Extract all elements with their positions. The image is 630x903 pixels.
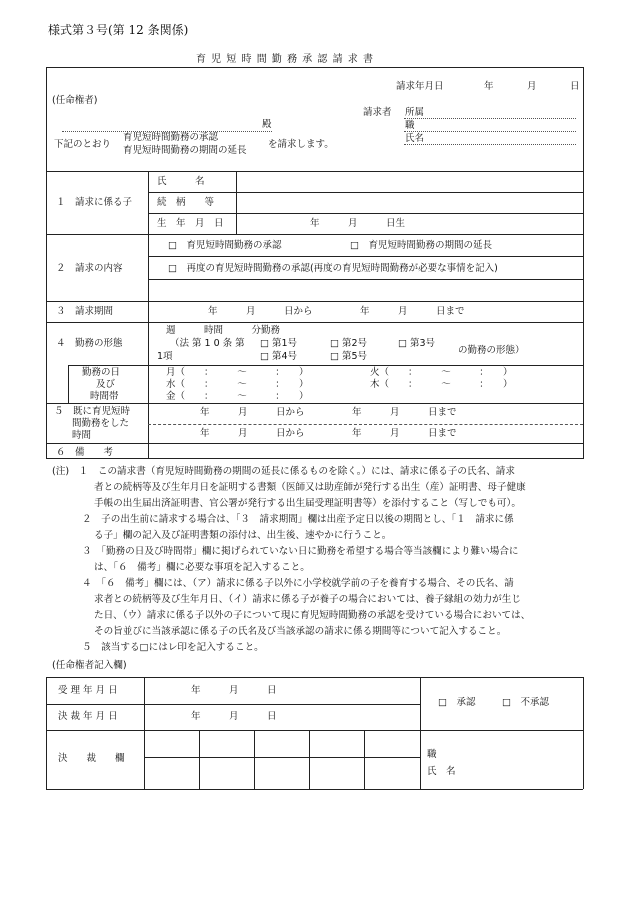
sec5-label-1: ５ 既に育児短時 — [54, 406, 131, 417]
received-date-label: 受 理 年 月 日 — [58, 685, 118, 696]
request-day: 日 — [570, 81, 580, 92]
note-line: ２ 子の出生前に請求する場合は、「３ 請求期間」欄は出産予定日以後の期間とし、「１ 請求に係 — [82, 514, 514, 525]
note-line: 求者との続柄等及び生年月日、（イ）請求に係る子が養子の場合においては、養子縁組の効力が生じ — [94, 594, 521, 605]
appointer-section-heading: (任命権者記入欄) — [52, 660, 127, 671]
prior-period-row1: 年 月 日から 年 月 日まで — [200, 407, 457, 418]
approver-name-label: 氏 名 — [427, 766, 456, 777]
law-article: （法 第 1 0 条 第 — [170, 338, 245, 349]
request-year: 年 — [484, 81, 494, 92]
checkbox-go1[interactable]: □ 第1号 — [260, 338, 298, 349]
sec3-label: ３ 請求期間 — [56, 306, 114, 317]
wed-hours: 水（ ： 〜 ： ） — [166, 379, 309, 390]
tue-hours: 火（ ： 〜 ： ） — [370, 367, 513, 378]
prior-period-row2: 年 月 日から 年 月 日まで — [200, 428, 457, 439]
days-label-1: 勤務の日 — [82, 367, 121, 378]
form-number: 様式第３号(第 12 条関係) — [48, 23, 189, 37]
opt-again-checkbox[interactable]: □ 再度の育児短時間勤務の承認(再度の育児短時間勤務が必要な事情を記入) — [168, 263, 498, 274]
thu-hours: 木（ ： 〜 ： ） — [370, 379, 513, 390]
weekly-hours: 週 時間 分勤務 — [166, 325, 281, 336]
child-relation-label: 続 柄 等 — [157, 197, 215, 208]
mon-hours: 月（ ： 〜 ： ） — [166, 367, 309, 378]
note-line: ３ 「勤務の日及び時間帯」欄に掲げられていない日に勤務を希望する場合等当該欄により難い場合に — [82, 546, 519, 557]
decision-column-label: 決 裁 欄 — [58, 753, 125, 764]
request-tail-text: を請求します。 — [268, 139, 334, 150]
checkbox-go3[interactable]: □ 第3号 — [398, 338, 436, 349]
note-line: 者との続柄等及び生年月日を証明する書類（医師又は助産師が発行する出生（産）証明書、母子健康 — [94, 482, 526, 493]
sec5-label-2: 間勤務をした — [72, 418, 130, 429]
option-extension-text: 育児短時間勤務の期間の延長 — [123, 145, 247, 156]
name-label: 氏名 — [405, 133, 425, 144]
affiliation-label: 所属 — [405, 107, 425, 118]
decided-date-label: 決 裁 年 月 日 — [58, 711, 118, 722]
document-title: 育 児 短 時 間 勤 務 承 認 請 求 書 — [196, 54, 374, 65]
days-label-2: 及び — [96, 379, 116, 390]
request-date-label: 請求年月日 — [396, 81, 444, 92]
position-label: 職 — [405, 120, 415, 131]
note-line: 手帳の出生届出済証明書、官公署が発行する出生届受理証明書等）を添付すること（写しでも可）。 — [94, 498, 521, 509]
approver-position-label: 職 — [427, 749, 437, 760]
note-line: る子」欄の記入及び証明書類の添付は、出生後、速やかに行うこと。 — [94, 530, 392, 541]
option-approval-text: 育児短時間勤務の承認 — [123, 132, 219, 143]
sec5-label-3: 時間 — [72, 430, 92, 441]
checkbox-go4[interactable]: □ 第4号 — [260, 351, 298, 362]
sec6-label: ６ 備 考 — [56, 447, 114, 458]
law-item: 1項 — [157, 351, 173, 362]
child-name-label: 氏 名 — [157, 176, 205, 187]
child-birth-value: 年 月 日生 — [310, 218, 406, 229]
approve-checkbox[interactable]: □ 承認 — [438, 697, 476, 708]
lead-text: 下記のとおり — [54, 139, 112, 150]
honorific: 殿 — [262, 119, 272, 130]
opt-extension-checkbox[interactable]: □ 育児短時間勤務の期間の延長 — [350, 240, 492, 251]
note-line: は、「６ 備考」欄に必要な事項を記入すること。 — [94, 562, 310, 573]
days-label-3: 時間帯 — [90, 391, 119, 402]
sec4-label: ４ 勤務の形態 — [56, 338, 123, 349]
work-form-suffix: の勤務の形態） — [458, 345, 525, 356]
sec2-label: ２ 請求の内容 — [56, 263, 123, 274]
reject-checkbox[interactable]: □ 不承認 — [502, 697, 549, 708]
note-line: た日、（ウ）請求に係る子以外の子について現に育児短時間勤務の承認を受けている場合においては、 — [94, 610, 531, 621]
sec1-label: １ 請求に係る子 — [56, 197, 133, 208]
appointer-label: (任命権者) — [52, 95, 98, 106]
note-line: その旨並びに当該承認に係る子の氏名及び当該承認の請求に係る期間等について記入すること。 — [94, 626, 507, 637]
note-line: (注) １ この請求書（育児短時間勤務の期間の延長に係るものを除く。）には、請求に係る子の氏名、請求 — [52, 466, 515, 477]
child-birth-label: 生 年 月 日 — [157, 218, 224, 229]
note-line: ４ 「６ 備考」欄には、（ア）請求に係る子以外に小学校就学前の子を養育する場合、その氏名、請 — [82, 578, 514, 589]
note-line: ５ 該当する□にはレ印を記入すること。 — [82, 642, 264, 653]
requester-label: 請求者 — [363, 107, 392, 118]
request-month: 月 — [527, 81, 537, 92]
checkbox-go5[interactable]: □ 第5号 — [330, 351, 368, 362]
fri-hours: 金（ ： 〜 ： ） — [166, 391, 309, 402]
opt-approval-checkbox[interactable]: □ 育児短時間勤務の承認 — [168, 240, 282, 251]
request-period-value: 年 月 日から 年 月 日まで — [208, 306, 465, 317]
decided-date-value: 年 月 日 — [191, 711, 277, 722]
received-date-value: 年 月 日 — [191, 685, 277, 696]
checkbox-go2[interactable]: □ 第2号 — [330, 338, 368, 349]
